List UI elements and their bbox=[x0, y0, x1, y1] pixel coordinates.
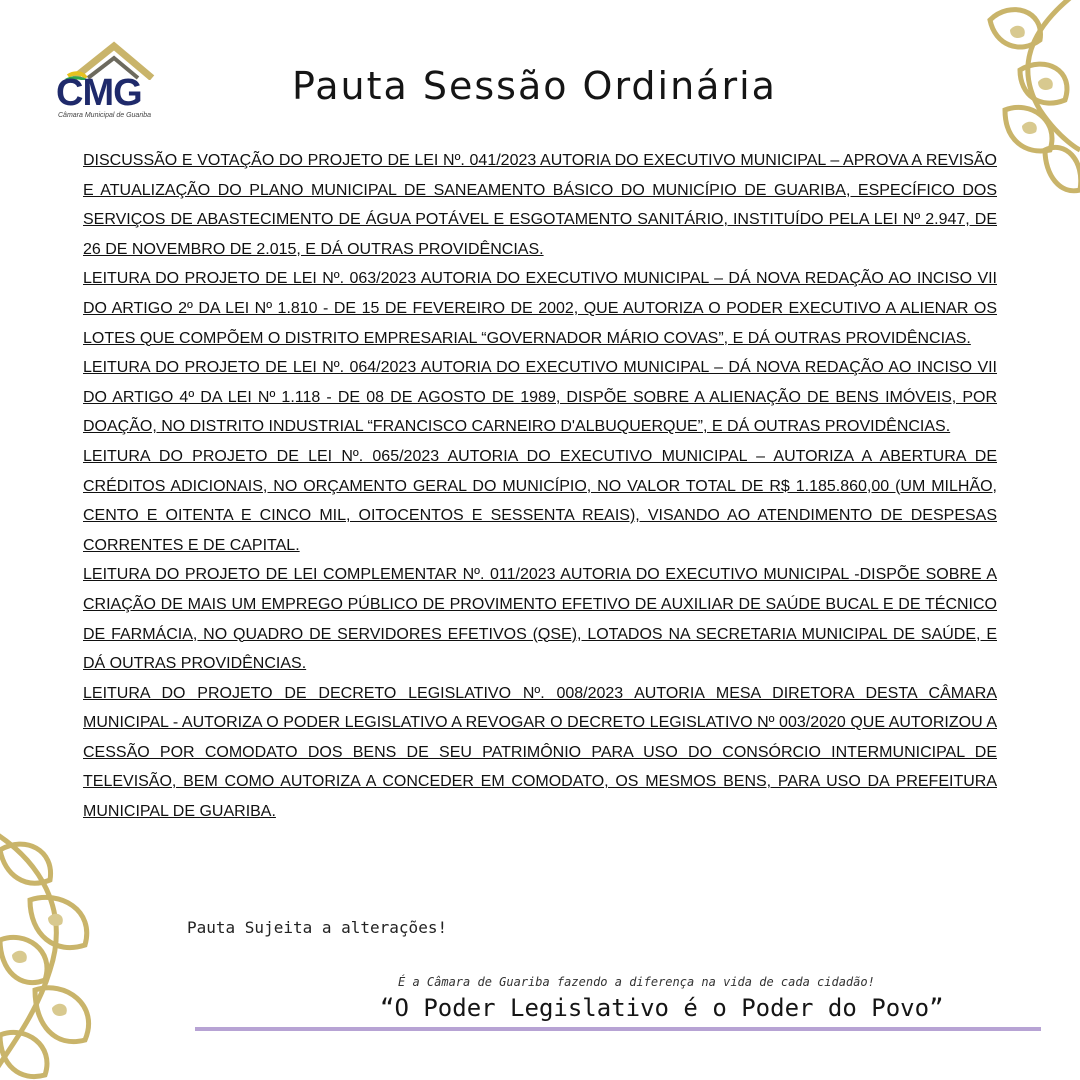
agenda-item: LEITURA DO PROJETO DE DECRETO LEGISLATIVO Nº. 008/2023 AUTORIA MESA DIRETORA DESTA CÂMARA MUNICIPAL - AUTORIZA O PODER LEGISLATIVO A REVOGAR O DECRETO LEGISLATIVO Nº 003/2020 QUE AUTORIZOU A CESSÃO POR COMODATO DOS BENS DE SEU PATRIMÔNIO PARA USO DO CONSÓRCIO INTERMUNICIPAL DE TELEVISÃO, BEM COMO AUTORIZA A CONCEDER EM COMODATO, OS MESMOS BENS, PARA USO DA PREFEITURA MUNICIPAL DE GUARIBA. bbox=[83, 684, 997, 821]
footer-divider bbox=[195, 1027, 1041, 1031]
agenda-list bbox=[83, 146, 997, 876]
agenda-item: LEITURA DO PROJETO DE LEI Nº. 065/2023 AUTORIA DO EXECUTIVO MUNICIPAL – AUTORIZA A ABERTURA DE CRÉDITOS ADICIONAIS, NO ORÇAMENTO GERAL DO MUNICÍPIO, NO VALOR TOTAL DE R$ 1.185.860,00 (UM MILHÃO, CENTO E OITENTA E CINCO MIL, OITOCENTOS E SESSENTA REAIS), VISANDO AO ATENDIMENTO DE DESPESAS CORRENTES E DE CAPITAL. bbox=[83, 447, 997, 554]
logo-text: CMG bbox=[56, 72, 142, 114]
agenda-item: LEITURA DO PROJETO DE LEI Nº. 063/2023 AUTORIA DO EXECUTIVO MUNICIPAL – DÁ NOVA REDAÇÃO AO INCISO VII DO ARTIGO 2º DA LEI Nº 1.810 - DE 15 DE FEVEREIRO DE 2002, QUE AUTORIZA O PODER EXECUTIVO A ALIENAR OS LOTES QUE COMPÕEM O DISTRITO EMPRESARIAL “GOVERNADOR MÁRIO COVAS”, E DÁ OUTRAS PROVIDÊNCIAS. bbox=[83, 270, 997, 347]
slogan: É a Câmara de Guariba fazendo a diferença na vida de cada cidadão! bbox=[398, 975, 875, 989]
motto: “O Poder Legislativo é o Poder do Povo” bbox=[380, 994, 944, 1022]
agenda-item: LEITURA DO PROJETO DE LEI COMPLEMENTAR Nº. 011/2023 AUTORIA DO EXECUTIVO MUNICIPAL -DISPÕE SOBRE A CRIAÇÃO DE MAIS UM EMPREGO PÚBLICO DE PROVIMENTO EFETIVO DE AUXILIAR DE SAÚDE BUCAL E DE TÉCNICO DE FARMÁCIA, NO QUADRO DE SERVIDORES EFETIVOS (QSE), LOTADOS NA SECRETARIA MUNICIPAL DE SAÚDE, E DÁ OUTRAS PROVIDÊNCIAS. bbox=[83, 566, 997, 673]
agenda-item: LEITURA DO PROJETO DE LEI Nº. 064/2023 AUTORIA DO EXECUTIVO MUNICIPAL – DÁ NOVA REDAÇÃO AO INCISO VII DO ARTIGO 4º DA LEI Nº 1.118 - DE 08 DE AGOSTO DE 1989, DISPÕE SOBRE A ALIENAÇÃO DE BENS IMÓVEIS, POR DOAÇÃO, NO DISTRITO INDUSTRIAL “FRANCISCO CARNEIRO D'ALBUQUERQUE”, E DÁ OUTRAS PROVIDÊNCIAS. bbox=[83, 359, 997, 436]
agenda-item: DISCUSSÃO E VOTAÇÃO DO PROJETO DE LEI Nº. 041/2023 AUTORIA DO EXECUTIVO MUNICIPAL – APROVA A REVISÃO E ATUALIZAÇÃO DO PLANO MUNICIPAL DE SANEAMENTO BÁSICO DO MUNICÍPIO DE GUARIBA, ESPECÍFICO DOS SERVIÇOS DE ABASTECIMENTO DE ÁGUA POTÁVEL E ESGOTAMENTO SANITÁRIO, INSTITUÍDO PELA LEI Nº 2.947, DE 26 DE NOVEMBRO DE 2.015, E DÁ OUTRAS PROVIDÊNCIAS. bbox=[83, 152, 997, 258]
cmg-logo bbox=[52, 40, 172, 120]
logo-subtitle: Câmara Municipal de Guariba bbox=[58, 112, 151, 119]
page-title: Pauta Sessão Ordinária bbox=[292, 64, 777, 108]
agenda-note: Pauta Sujeita a alterações! bbox=[187, 918, 448, 937]
